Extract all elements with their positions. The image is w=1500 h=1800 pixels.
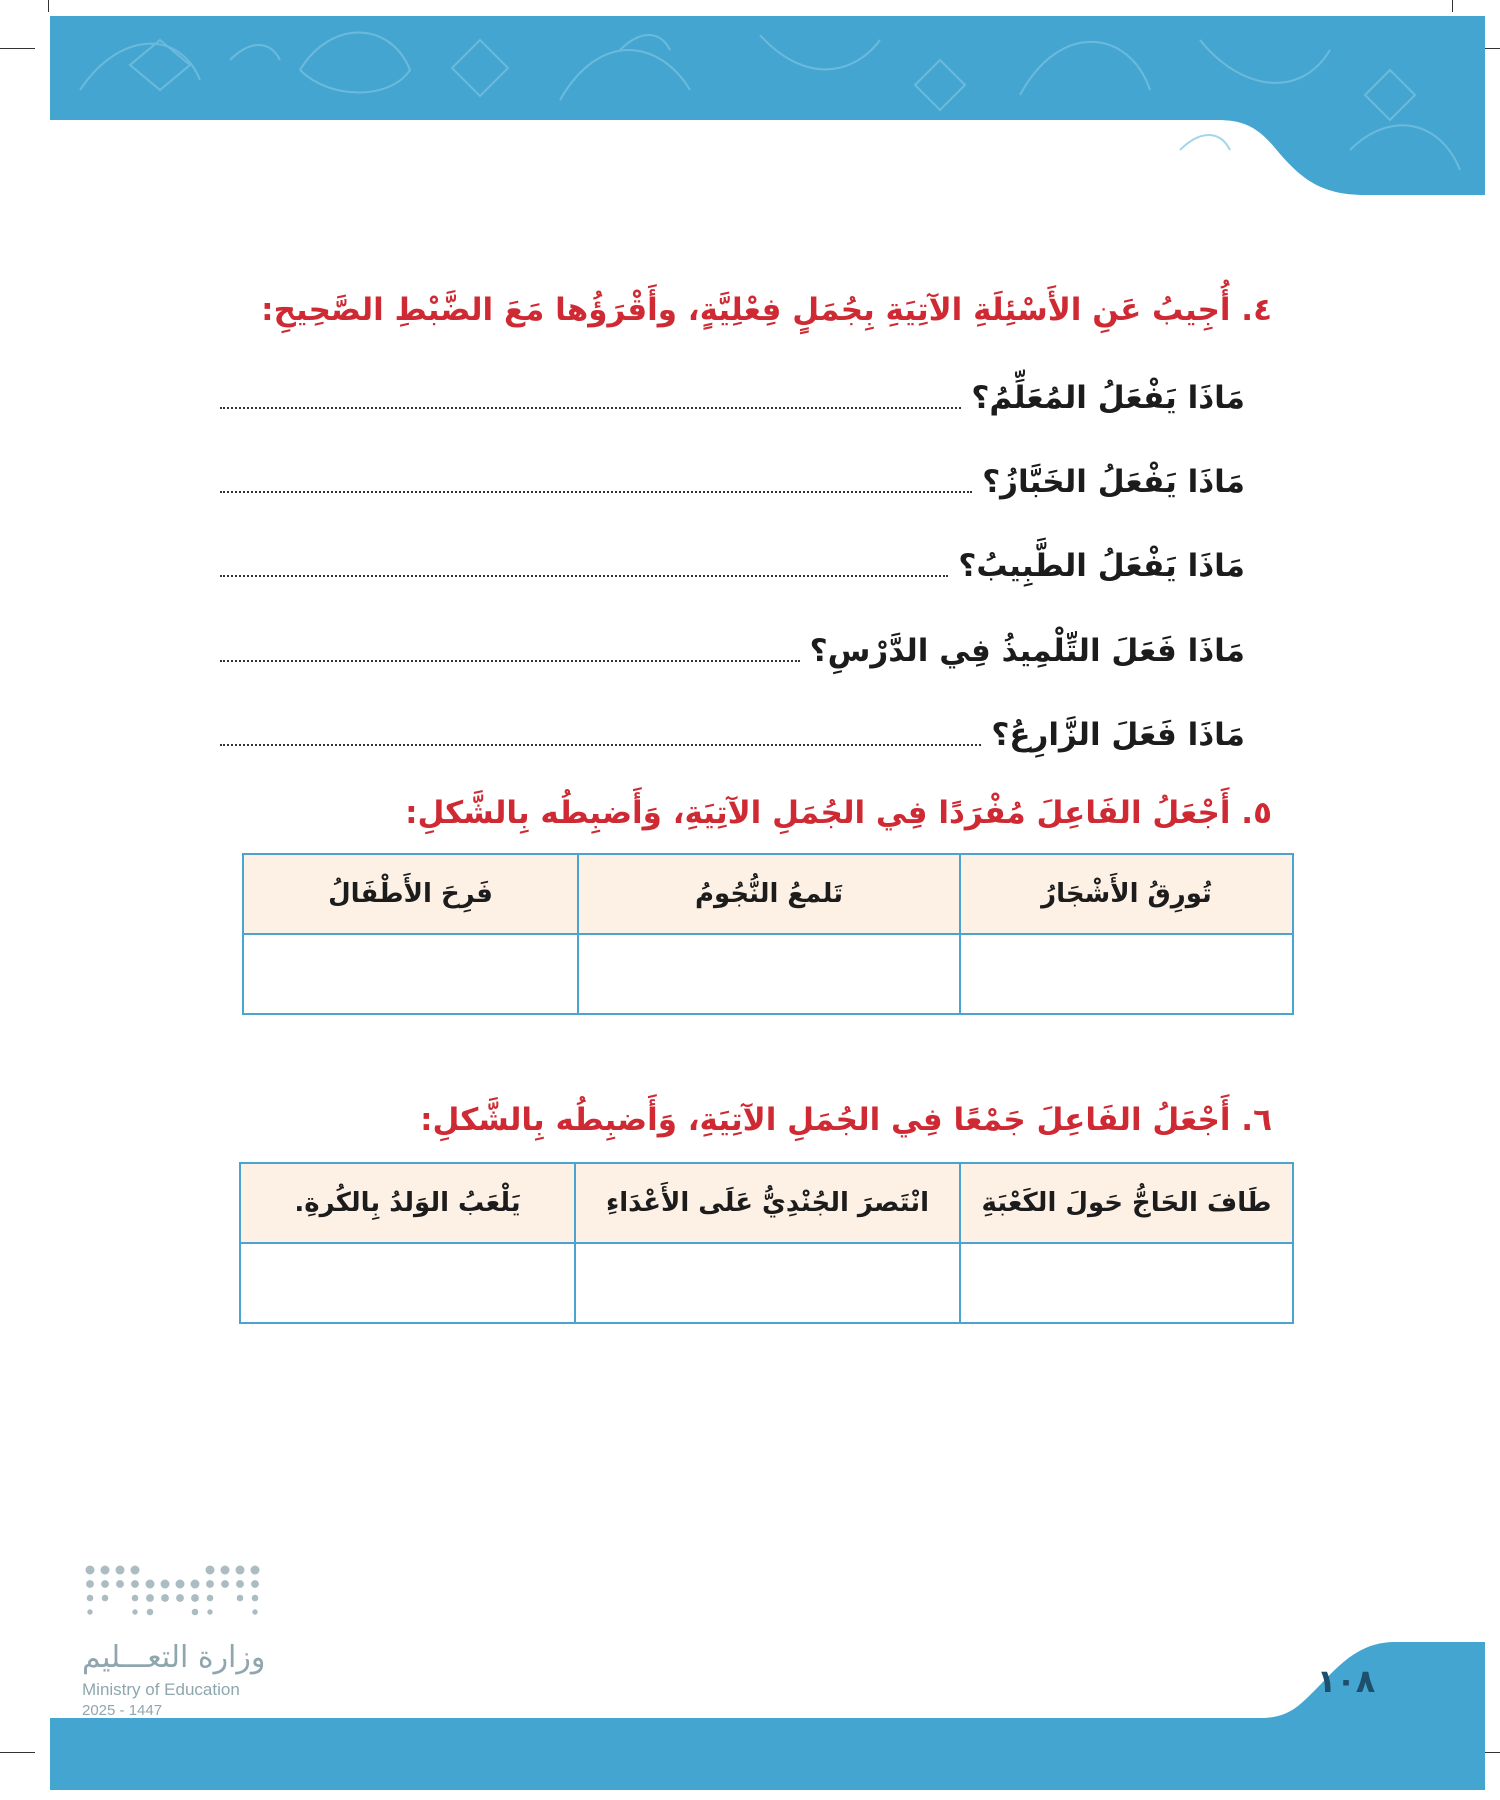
answer-cell[interactable] bbox=[243, 934, 578, 1014]
page-number: ١٠٨ bbox=[1316, 1662, 1376, 1700]
sentence-cell: تُورِقُ الأَشْجَارُ bbox=[960, 854, 1293, 934]
question-text: مَاذَا فَعَلَ الزَّارِعُ؟ bbox=[991, 717, 1245, 753]
answer-line[interactable] bbox=[220, 491, 972, 493]
question-text: مَاذَا يَفْعَلُ الخَبَّازُ؟ bbox=[982, 464, 1245, 500]
top-decorative-band bbox=[0, 0, 1500, 200]
sentence-cell: يَلْعَبُ الوَلدُ بِالكُرةِ. bbox=[240, 1163, 575, 1243]
answer-cell[interactable] bbox=[240, 1243, 575, 1323]
exercise-6-heading: ٦. أَجْعَلُ الفَاعِلَ جَمْعًا فِي الجُمَلِ الآتِيَةِ، وَأَضبِطُه بِالشَّكلِ: bbox=[420, 1102, 1272, 1138]
sentence-cell: انْتَصرَ الجُنْدِيُّ عَلَى الأَعْدَاءِ bbox=[575, 1163, 960, 1243]
question-row bbox=[220, 705, 1245, 757]
answer-line[interactable] bbox=[220, 660, 800, 662]
answer-cell[interactable] bbox=[578, 934, 960, 1014]
answer-line[interactable] bbox=[220, 744, 981, 746]
question-row bbox=[220, 368, 1245, 420]
answer-cell[interactable] bbox=[960, 1243, 1293, 1323]
answer-cell[interactable] bbox=[575, 1243, 960, 1323]
answer-line[interactable] bbox=[220, 575, 948, 577]
exercise-4-heading: ٤. أُجِيبُ عَنِ الأَسْئِلَةِ الآتِيَةِ بِجُمَلٍ فِعْلِيَّةٍ، وأَقْرَؤُها مَعَ الضَّبْطِ الصَّحِيحِ: bbox=[261, 292, 1272, 328]
exercise-5-table bbox=[242, 853, 1294, 1015]
ministry-name-english: Ministry of Education bbox=[82, 1680, 240, 1699]
answer-line[interactable] bbox=[220, 407, 961, 409]
edition-year: 2025 - 1447 bbox=[82, 1702, 163, 1719]
question-row bbox=[220, 536, 1245, 588]
question-text: مَاذَا فَعَلَ التِّلْمِيذُ فِي الدَّرْسِ؟ bbox=[809, 633, 1245, 669]
answer-cell[interactable] bbox=[960, 934, 1293, 1014]
question-row bbox=[220, 452, 1245, 504]
question-text: مَاذَا يَفْعَلُ المُعَلِّمُ؟ bbox=[971, 380, 1245, 416]
exercise-6-table bbox=[239, 1162, 1294, 1324]
sentence-cell: تَلمعُ النُّجُومُ bbox=[578, 854, 960, 934]
exercise-5-heading: ٥. أَجْعَلُ الفَاعِلَ مُفْرَدًا فِي الجُمَلِ الآتِيَةِ، وَأَضبِطُه بِالشَّكلِ: bbox=[405, 795, 1272, 831]
question-text: مَاذَا يَفْعَلُ الطَّبِيبُ؟ bbox=[958, 548, 1245, 584]
sentence-cell: طَافَ الحَاجُّ حَولَ الكَعْبَةِ bbox=[960, 1163, 1293, 1243]
sentence-cell: فَرِحَ الأَطْفَالُ bbox=[243, 854, 578, 934]
question-row bbox=[220, 621, 1245, 673]
ministry-name-arabic: وزارة التعـــليم bbox=[82, 1640, 266, 1675]
